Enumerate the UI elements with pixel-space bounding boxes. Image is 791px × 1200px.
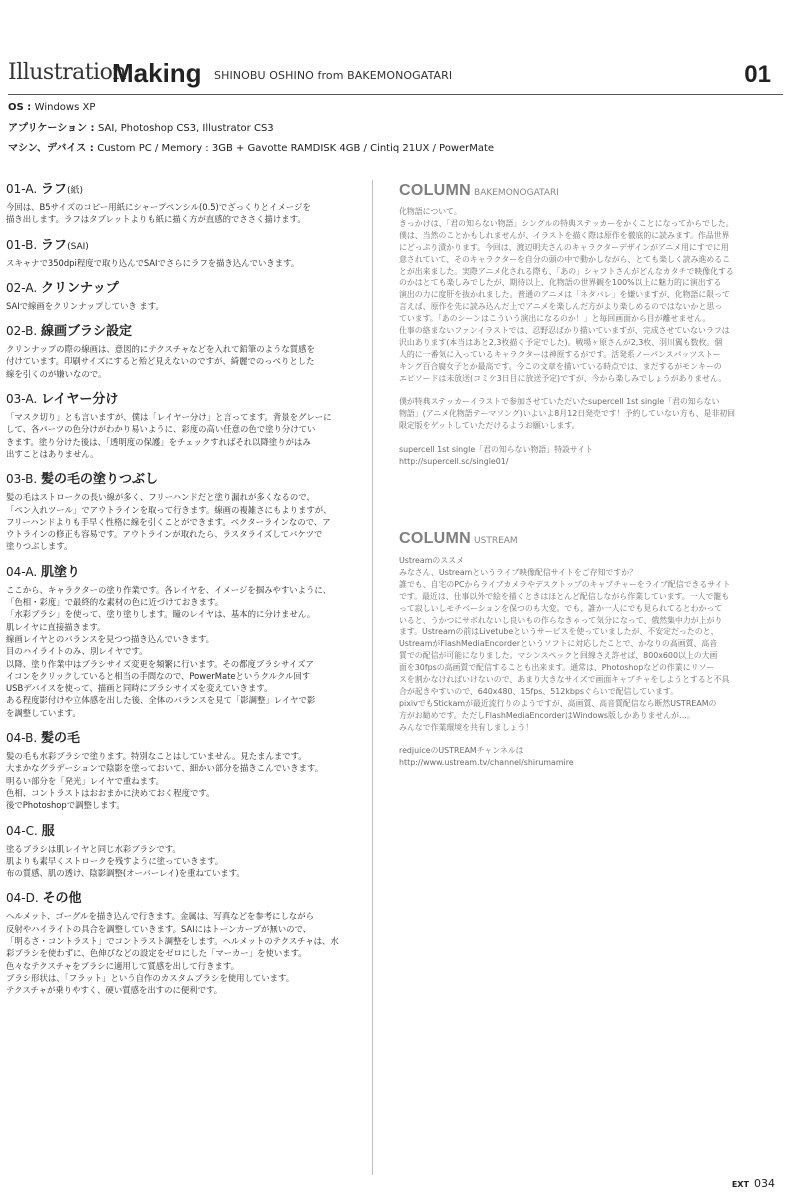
column-body-bakemonogatari — [399, 206, 749, 468]
section-heading — [6, 563, 362, 582]
section-paren: (SAI) — [67, 241, 89, 252]
section-line: 明るい部分を「発光」レイヤで重ねます。 — [6, 775, 165, 786]
column-heading-bakemonogatari: COLUMN BAKEMONOGATARI — [399, 182, 559, 199]
column-line: にどっぷり漬かります。今回は、渡辺明夫さんのキャラクターデザインがアニメ用にすでに用 — [399, 242, 729, 252]
column-line: 人的に一番気に入っているキャラクターは神原するがです。活発系ノーパンスパッツストー — [399, 349, 721, 359]
column-line: 合が起きやすいので、640x480、15fps、512kbpsぐらいで配信しています。 — [399, 686, 679, 696]
spec-list — [8, 98, 568, 160]
section-num: 02-B. — [6, 324, 42, 339]
column-line: キング百合腐女子とか最高です。今この文章を描いている時点では、まだするがモンキーの — [399, 361, 722, 371]
column-line: みんなで作業環境を共有しましょう！ — [399, 722, 534, 732]
page-footer — [732, 1172, 775, 1191]
section-line: 線を引くのが嫌いなので。 — [6, 368, 107, 379]
section-line: 髪の毛も水彩ブラシで塗ります。特別なことはしていません。見たまんまです。 — [6, 751, 307, 762]
column-line — [399, 734, 749, 746]
section-heading — [6, 322, 362, 341]
section-body — [6, 343, 362, 380]
column-line — [399, 432, 749, 444]
section-heading — [6, 180, 362, 199]
section-line: スキャナで350dpi程度で取り込んでSAIでさらにラフを描き込んでいきます。 — [6, 257, 300, 268]
column-line: 僕は、当然のことかもしれませんが、イラストを描く際は原作を徹底的に読みます。作品世界 — [399, 230, 730, 240]
section-num: 04-B. — [6, 731, 42, 746]
section-num: 01-A. — [6, 182, 41, 196]
column-line: みなさん、Ustreamというライブ映像配信サイトをご存知ですか？ — [399, 567, 638, 577]
section-line: 「水彩ブラシ」を使って、塗り塗りします。瞳のレイヤは、基本的に分けません。 — [6, 609, 316, 620]
section-body — [6, 491, 362, 552]
section-heading — [6, 236, 362, 255]
process-section — [6, 889, 362, 996]
column-line: ます。Ustreamの前はLivetubeというサービスを使っていましたが、不安定だったのと、 — [399, 627, 719, 637]
section-line: 色々なテクスチャをブラシに適用して質感を出して行きます。 — [6, 960, 239, 971]
section-title: レイヤー分け — [40, 392, 119, 408]
column-line: いると、うかつにサボれないし良いもの作らなきゃって気分になって、俄然集中力が上がり — [399, 615, 723, 625]
section-title: クリンナップ — [40, 280, 119, 296]
section-line: 「ペン入れツール」でアウトラインを取って行きます。線画の複雑さにもよりますが、 — [6, 504, 332, 515]
section-line: 目のハイライトのみ、別レイヤです。 — [6, 646, 148, 657]
process-section — [6, 390, 362, 460]
section-line: して、各パーツの色分けがわかり易いように、彩度の高い任意の色で塗り分けてい — [6, 424, 316, 435]
section-line: フリーハンドよりも手早く性格に線を引くことができます。ベクターラインなので、ア — [6, 516, 331, 527]
section-title: 髪の毛の塗りつぶし — [41, 472, 159, 488]
section-num: 03-B. — [6, 472, 42, 487]
section-heading — [6, 279, 362, 298]
section-num: 01-B. — [6, 237, 42, 252]
column-line: pixivでもStickamが最近流行りのようですが、高画質、高音質配信なら断然USTREAMの — [399, 698, 717, 708]
section-body — [6, 300, 362, 312]
section-body — [6, 257, 362, 269]
spec-application: アプリケーション : SAI, Photoshop CS3, Illustrator CS3 — [8, 122, 274, 134]
section-line: 以降、塗り作業中はブラシサイズ変更を頻繁に行います。その都度ブラシサイズア — [6, 658, 314, 669]
section-line: USBデバイスを使って、描画と同時にブラシサイズを変えていきます。 — [6, 683, 273, 694]
section-line: 彩ブラシを使わずに、色伸びなどの設定をゼロにした「マーカー」を使います。 — [6, 948, 307, 959]
column-line: Ustreamのススメ — [399, 556, 464, 565]
process-section — [6, 470, 362, 552]
column-divider — [372, 180, 373, 1175]
column-line: 演出の力に度肝を抜かれました。普通のアニメは「ネタバレ」を嫌いますが、化物語に限って — [399, 290, 730, 300]
footer-ext: EXT — [731, 1180, 749, 1189]
section-line: SAIで線画をクリンナップしていき ます。 — [6, 300, 164, 311]
section-title: 服 — [41, 823, 55, 839]
header-subtitle: SHINOBU OSHINO from BAKEMONOGATARI — [214, 69, 453, 82]
section-line: 肌よりも素早くストロークを残すように塗っていきます。 — [6, 855, 224, 866]
column-line: とが出来ました。実際アニメ化される際も、「あの」シャフトさんがどんなカタチで映像化する — [399, 266, 734, 276]
section-line: 線画レイヤとのバランスを見つつ描き込んでいきます。 — [6, 633, 215, 644]
column-line: 限定版をゲットしていただけるようお願いします。 — [399, 421, 580, 431]
section-title: その他 — [42, 891, 82, 907]
section-line: 「マスク切り」とも言いますが、僕は「レイヤー分け」と言ってます。背景をグレーに — [6, 412, 332, 423]
column-line — [399, 385, 749, 397]
column-line: http://supercell.sc/single01/ — [399, 457, 509, 466]
column-line: のかはとても楽しみでしたが、期待以上、化物語の世界観を100%以上に魅力的に演出する — [399, 278, 722, 288]
section-body — [6, 910, 362, 996]
section-title: 線画ブラシ設定 — [41, 324, 133, 340]
section-heading — [6, 889, 362, 908]
section-line: 大まかなグラデーションで陰影を塗っておいて、細かい部分を描きこんでいきます。 — [6, 763, 324, 774]
section-line: 塗りつぶします。 — [6, 541, 73, 552]
section-body — [6, 750, 362, 811]
process-section — [6, 822, 362, 880]
section-line: 出すことはありません。 — [6, 448, 99, 459]
column-line: 化物語について。 — [399, 207, 462, 216]
spec-os: OS : Windows XP — [8, 102, 96, 113]
section-line: ある程度影付けや立体感を出した後、全体のバランスを見て「影調整」レイヤで影 — [6, 695, 316, 706]
section-line: 肌レイヤに直接描きます。 — [6, 621, 106, 632]
column-line: 意されていて、そのキャラクターを自分の頭の中で動かしながら、とても楽しく読み進めるこ — [399, 254, 731, 264]
process-section — [6, 729, 362, 811]
process-section — [6, 563, 362, 719]
column-line: 誰でも、自宅のPCからライブカメラやデスクトップのキャプチャーをライブ配信できるサイト — [399, 579, 731, 589]
process-section — [6, 322, 362, 380]
column-line: UstreamがFlashMediaEncorderというソフトに対応したことで、かなりの高画質、高音 — [399, 639, 718, 649]
column-line: supercell 1st single「君の知らない物語」特設サイト — [399, 445, 594, 455]
process-section — [6, 180, 362, 226]
column-line: ています。「あのシーンはこういう演出になるのか！」と毎回画面から目が離せません。 — [399, 314, 711, 324]
section-body — [6, 843, 362, 880]
section-line: 描き出します。ラフはタブレットよりも紙に描く方が直感的でささく描けます。 — [6, 214, 306, 225]
section-heading — [6, 729, 362, 748]
section-line: 今回は、B5サイズのコピー用紙にシャープペンシル(0.5)でざっくりとイメージを — [6, 202, 311, 212]
column-line: 方がお勧めです。ただしFlashMediaEncorderはWindows版しかありませんが…。 — [399, 710, 695, 720]
section-num: 04-D. — [6, 891, 43, 906]
section-line: 髪の毛はストロークの長い線が多く、フリーハンドだと塗り漏れが多くなるので、 — [6, 492, 315, 503]
column-line: スを割かなければいけないので、あまり大きなサイズで画面キャプチャをしようとすると不具 — [399, 675, 730, 685]
section-num: 03-A. — [6, 392, 41, 407]
column-line: 僕が特典ステッカーイラストで参加させていただいたsupercell 1st single「君の知らない — [399, 397, 720, 407]
header-rule — [8, 94, 783, 95]
section-body — [6, 411, 362, 460]
section-line: 付けています。印刷サイズにすると殆ど見えないのですが、綺麗でのっぺりとした — [6, 356, 315, 367]
column-line: 仕事の絡まないファンイラストでは、忍野忍ばかり描いていますが、完成させていないラフは — [399, 326, 730, 336]
section-heading — [6, 822, 362, 841]
section-title: 肌塗り — [40, 564, 80, 580]
section-line: きます。塗り分けた後は、「透明度の保護」をチェックすればそれ以降塗りがはみ — [6, 436, 311, 447]
column-line: です。最近は、仕事以外で絵を描くときはほとんど配信しながら作業しています。一人で籠も — [399, 591, 730, 601]
process-section — [6, 236, 362, 269]
section-line: テクスチャが乗りやすく、硬い質感を出すのに便利です。 — [6, 985, 223, 996]
header-number: 01 — [744, 61, 771, 88]
section-line: クリンナップの際の線画は、意図的にテクスチャなどを入れて鉛筆のような質感を — [6, 344, 315, 355]
section-heading — [6, 390, 362, 409]
section-body — [6, 201, 362, 226]
section-line: ヘルメット、ゴーグルを描き込んで行きます。金属は、写真などを参考にしながら — [6, 911, 314, 922]
header-illustration: Illustration — [8, 60, 126, 85]
column-line: http://www.ustream.tv/channel/shirumamire — [399, 758, 574, 768]
section-paren: (紙) — [66, 186, 84, 196]
column-line: って寂しいしモチベーションを保つのも大変。でも、誰か一人にでも見られてるとわかって — [399, 603, 723, 613]
section-line: ウトラインの修正も容易です。アウトラインが取れたら、ラスタライズしてバケツで — [6, 529, 323, 540]
section-line: 色相、コントラストはおおまかに決めておく程度です。 — [6, 787, 215, 798]
column-line: エピソードは未放送(コミケ3日目に放送予定)ですが、今から楽しみでしょうがありません。 — [399, 373, 727, 383]
column-line: 物語」(アニメ化物語テーマソング)いよいよ8月12日発売です！予約していない方も、是非初回 — [399, 409, 736, 419]
column-line: きっかけは、「君の知らない物語」シングルの特典ステッカーをかくことになってからでした。 — [399, 218, 734, 228]
section-line: 後でPhotoshopで調整します。 — [6, 800, 125, 811]
section-num: 02-A. — [6, 280, 41, 295]
column-line: 質での配信が可能になりました。マシンスペックと回線さえ許せば、800x600以上の大画 — [399, 651, 718, 661]
process-column — [6, 180, 362, 1006]
header-making: Making — [112, 58, 202, 88]
section-title: ラフ — [40, 182, 67, 197]
section-title: 髪の毛 — [41, 731, 81, 747]
section-line: 「明るさ・コントラスト」でコントラスト調整をします。ヘルメットのテクスチャは、水 — [6, 935, 339, 946]
section-line: 塗るブラシは肌レイヤと同じ水彩ブラシです。 — [6, 843, 181, 854]
section-line: 布の質感、肌の透け、陰影調整(オーバーレイ)を重ねています。 — [6, 868, 245, 879]
section-heading — [6, 470, 362, 489]
page-header — [8, 58, 783, 94]
section-line: 「色相・彩度」で最終的な素材の色に近づけておきます。 — [6, 597, 224, 608]
column-line: 沢山あります(本当はあと2,3枚描く予定でした)。戦場ヶ原さんが2,3枚、羽川翼も数枚。個 — [399, 337, 723, 347]
process-section — [6, 279, 362, 312]
column-line: 言えば、原作を先に読み込んだ上でアニメを楽しんだ方がより楽しめるのではないかと思っ — [399, 302, 723, 312]
column-line: 面を30fpsの高画質で配信することも出来ます。通常は、Photoshopなどの作業にリソー — [399, 663, 715, 673]
column-line: redjuiceのUSTREAMチャンネルは — [399, 746, 524, 756]
section-body — [6, 584, 362, 719]
section-line: を調整しています。 — [6, 707, 81, 718]
spec-machine: マシン、デバイス : Custom PC / Memory : 3GB + Gavotte RAMDISK 4GB / Cintiq 21UX / PowerMate — [8, 143, 495, 154]
section-num: 04-A. — [6, 564, 41, 579]
column-body-ustream — [399, 555, 749, 769]
section-num: 04-C. — [6, 823, 42, 838]
section-line: 反射やハイライトの具合を調整していきます。SAIにはトーンカーブが無いので、 — [6, 923, 312, 934]
column-heading-ustream: COLUMN USTREAM — [399, 530, 518, 547]
section-title: ラフ — [41, 237, 68, 253]
section-line: ここから、キャラクターの塗り作業です。各レイヤを、イメージを掴みやすいように、 — [6, 584, 332, 595]
section-line: イコンをクリックしていると相当の手間なので、PowerMateというクルクル回す — [6, 670, 311, 681]
section-line: ブラシ形状は、「フラット」という自作のカスタムブラシを使用しています。 — [6, 972, 295, 983]
page-number: 034 — [754, 1177, 775, 1190]
